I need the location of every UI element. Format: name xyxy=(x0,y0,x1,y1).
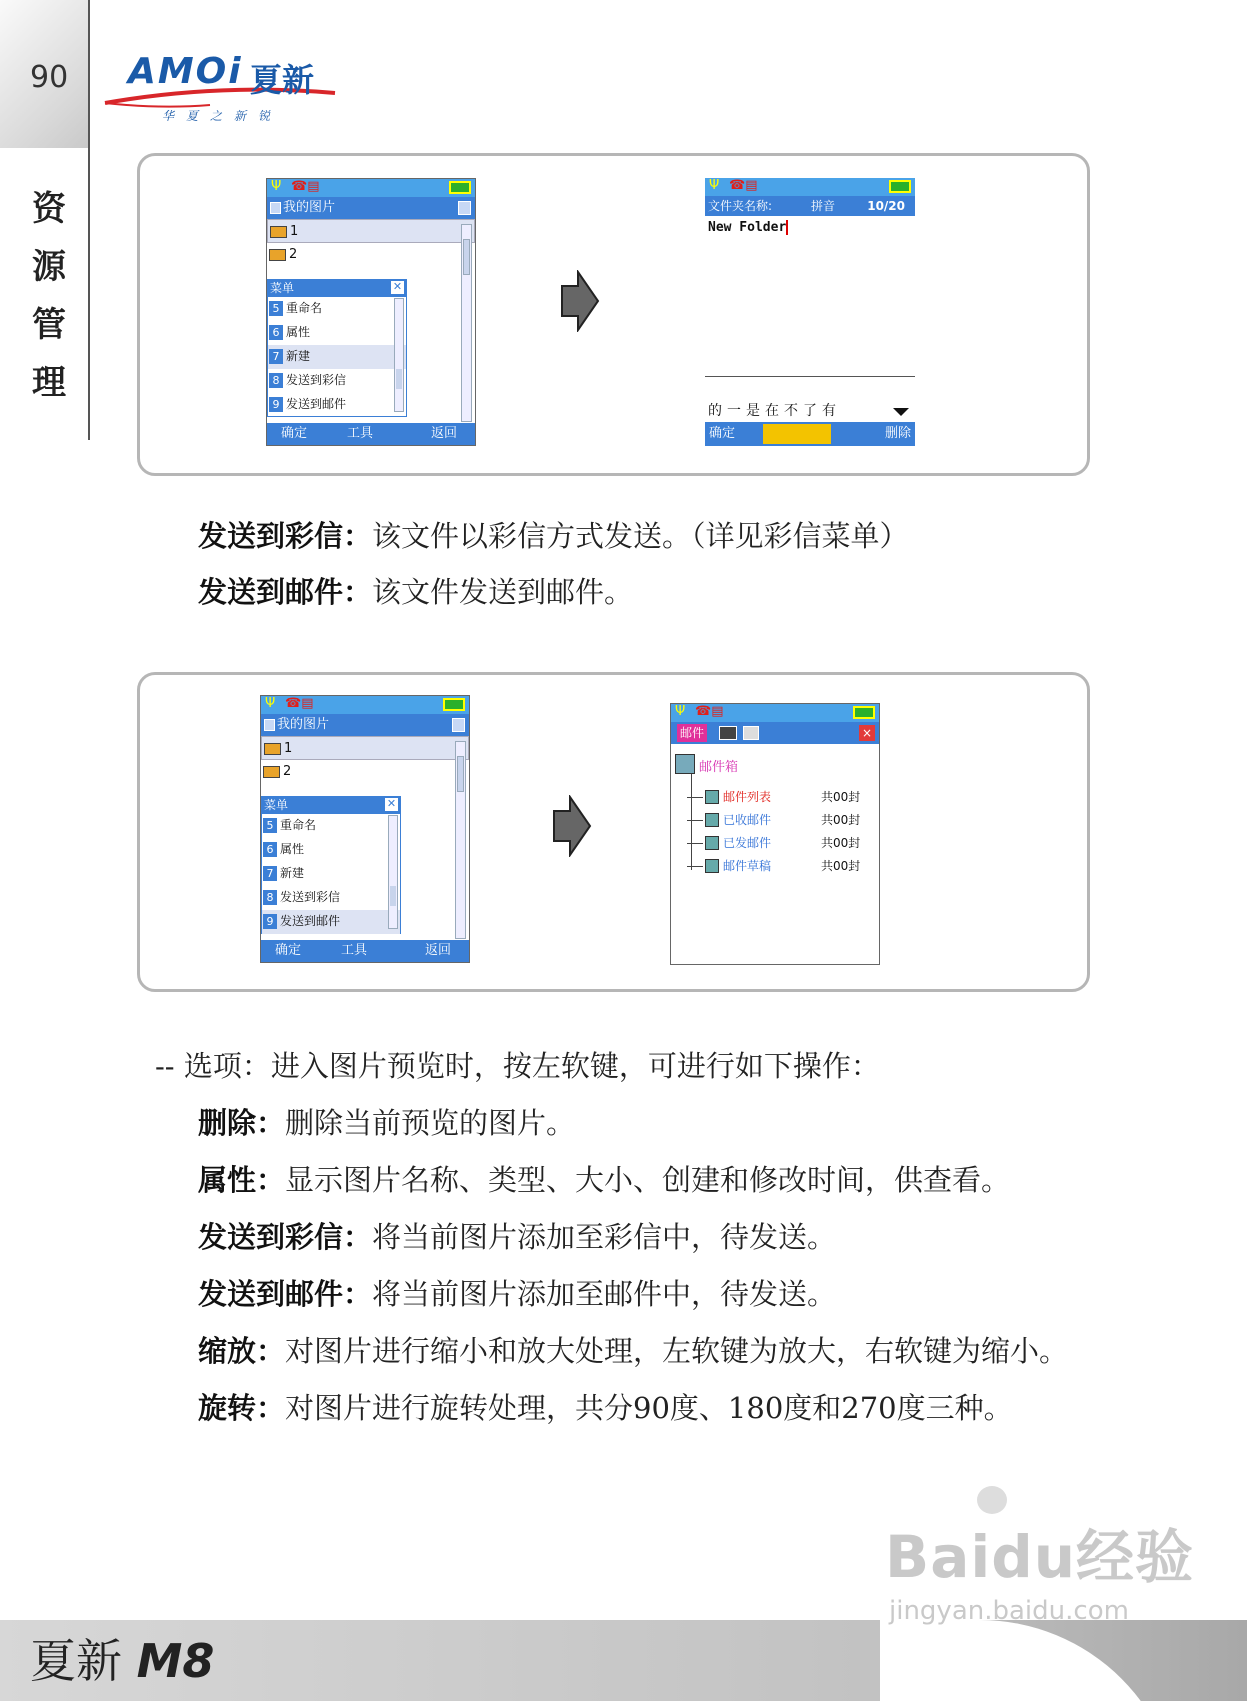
mail-folder-icon xyxy=(705,859,719,873)
mail-folder-label: 邮件列表 xyxy=(723,790,772,804)
signal-icon: Ψ xyxy=(271,179,282,194)
mail-folder-sent[interactable] xyxy=(705,834,875,854)
phone-screen-new-folder xyxy=(705,178,915,446)
menu-number: 6 xyxy=(263,842,277,857)
term: 属性 xyxy=(198,1163,257,1197)
folder-icon xyxy=(264,719,275,731)
logo-latin: AMOi xyxy=(128,51,243,92)
mail-count: 共00封 xyxy=(821,859,861,873)
menu-item-new[interactable] xyxy=(268,345,406,369)
footer-model: M8 xyxy=(136,1634,215,1688)
menu-item-rename[interactable] xyxy=(262,814,400,838)
watermark-main: Baidu经验 xyxy=(885,1523,1195,1591)
footer-brand: 夏新 xyxy=(30,1634,122,1688)
chapter-char: 管 xyxy=(32,305,66,345)
battery-icon xyxy=(853,706,875,719)
field-label: 文件夹名称: xyxy=(708,199,773,213)
jpg-file-icon xyxy=(263,766,280,778)
ime-candidates[interactable]: 的一是在不了有 xyxy=(708,403,841,419)
softkey-middle[interactable] xyxy=(763,424,831,444)
mail-folder-icon xyxy=(705,813,719,827)
menu-number: 5 xyxy=(263,818,277,833)
menu-label: 发送到彩信 xyxy=(280,890,341,904)
scrollbar[interactable] xyxy=(461,224,472,422)
battery-icon xyxy=(443,698,465,711)
menu-item-new[interactable] xyxy=(262,862,400,886)
description: 对图片进行旋转处理，共分90度、180度和270度三种。 xyxy=(285,1391,1013,1425)
softkey-bar xyxy=(267,423,475,445)
status-bar xyxy=(671,704,879,722)
list-item[interactable] xyxy=(261,736,469,760)
softkey-bar xyxy=(261,940,469,962)
separator: ： xyxy=(343,519,373,553)
term: 发送到邮件 xyxy=(198,1277,344,1311)
page-icon xyxy=(452,718,465,732)
menu-label: 发送到彩信 xyxy=(286,373,347,387)
softkey-bar xyxy=(705,422,915,446)
menu-number: 8 xyxy=(269,373,283,388)
menu-item-send-email[interactable] xyxy=(268,393,406,417)
mail-folder-icon xyxy=(705,790,719,804)
softkey-delete[interactable]: 删除 xyxy=(884,426,911,441)
list-item[interactable] xyxy=(267,243,475,267)
mail-folder-label: 邮件草稿 xyxy=(723,859,772,873)
signal-icon: Ψ xyxy=(675,704,686,719)
mail-count: 共00封 xyxy=(821,813,861,827)
mail-folder-label: 已收邮件 xyxy=(723,813,772,827)
watermark-url: jingyan.baidu.com xyxy=(889,1596,1129,1626)
softkey-tools[interactable]: 工具 xyxy=(341,943,368,958)
menu-label: 新建 xyxy=(280,866,305,880)
menu-header xyxy=(268,280,406,297)
separator: ： xyxy=(343,1277,373,1311)
amoi-logo xyxy=(100,45,350,125)
screen-title xyxy=(261,714,469,736)
paragraph xyxy=(198,1105,575,1141)
term: 发送到彩信 xyxy=(198,519,344,553)
paragraph xyxy=(198,1390,1013,1426)
logo-slogan: 华夏之新锐 xyxy=(162,109,283,123)
description: 显示图片名称、类型、大小、创建和修改时间，供查看。 xyxy=(285,1163,1011,1197)
chevron-down-icon[interactable] xyxy=(893,408,909,416)
side-divider xyxy=(88,0,90,440)
page-icon xyxy=(458,201,471,215)
menu-label: 属性 xyxy=(280,842,305,856)
menu-item-properties[interactable] xyxy=(262,838,400,862)
paw-icon xyxy=(977,1486,1007,1514)
mail-tab-bar xyxy=(671,722,879,744)
menu-label: 重命名 xyxy=(286,301,323,315)
phone-icon: ☎▤ xyxy=(285,696,314,711)
mailbox-icon xyxy=(675,754,695,774)
softkey-ok[interactable]: 确定 xyxy=(281,426,308,441)
term: 缩放 xyxy=(198,1334,257,1368)
jpg-file-icon xyxy=(270,226,287,238)
options-menu xyxy=(261,796,401,934)
figure-panel-1 xyxy=(137,153,1090,476)
chapter-char: 源 xyxy=(32,247,66,287)
menu-header xyxy=(262,797,400,814)
input-value: New Folder xyxy=(708,220,787,235)
menu-item-properties[interactable] xyxy=(268,321,406,345)
mail-folder-list[interactable] xyxy=(705,788,875,808)
screen-title-text: 我的图片 xyxy=(283,200,336,215)
phone-icon: ☎▤ xyxy=(291,179,320,194)
description: 将当前图片添加至彩信中，待发送。 xyxy=(372,1220,837,1254)
paragraph xyxy=(198,574,633,610)
list-item[interactable] xyxy=(261,760,469,784)
separator: ： xyxy=(256,1334,286,1368)
description: 删除当前预览的图片。 xyxy=(285,1106,576,1140)
menu-item-send-mms[interactable] xyxy=(268,369,406,393)
battery-icon xyxy=(889,180,911,193)
menu-label: 发送到邮件 xyxy=(286,397,347,411)
mail-folder-label: 已发邮件 xyxy=(723,836,772,850)
page-number-box xyxy=(0,0,89,148)
menu-number: 9 xyxy=(269,397,283,412)
file-name: 1 xyxy=(290,224,299,239)
paragraph xyxy=(198,1333,1068,1369)
softkey-back[interactable]: 返回 xyxy=(430,426,457,441)
divider xyxy=(705,376,915,377)
menu-item-send-email[interactable] xyxy=(262,910,400,934)
menu-item-send-mms[interactable] xyxy=(262,886,400,910)
folder-icon xyxy=(270,202,281,214)
close-icon[interactable]: ✕ xyxy=(392,280,403,293)
mailbox-root[interactable] xyxy=(675,756,738,775)
arrow-right-icon xyxy=(560,270,600,332)
signal-icon: Ψ xyxy=(709,178,720,193)
separator: ： xyxy=(256,1163,286,1197)
battery-icon xyxy=(449,181,471,194)
status-bar xyxy=(267,179,475,197)
signal-icon: Ψ xyxy=(265,696,276,711)
paragraph xyxy=(198,1276,836,1312)
status-bar xyxy=(705,178,915,196)
mail-folder-inbox[interactable] xyxy=(705,811,875,831)
list-item[interactable] xyxy=(267,219,475,243)
input-header xyxy=(705,196,915,216)
phone-screen-my-pictures xyxy=(266,178,476,446)
figure-panel-2 xyxy=(137,672,1090,992)
menu-title: 菜单 xyxy=(270,281,295,295)
menu-label: 重命名 xyxy=(280,818,317,832)
tab-email[interactable]: 邮件 xyxy=(677,724,707,742)
menu-label: 发送到邮件 xyxy=(280,914,341,928)
menu-label: 属性 xyxy=(286,325,311,339)
options-menu xyxy=(267,279,407,417)
menu-scrollbar[interactable] xyxy=(394,298,404,412)
file-name: 2 xyxy=(283,764,292,779)
softkey-ok[interactable]: 确定 xyxy=(275,943,302,958)
paragraph xyxy=(198,1162,1010,1198)
description: 该文件以彩信方式发送。（详见彩信菜单） xyxy=(372,519,909,553)
tab-film-icon[interactable] xyxy=(719,726,737,740)
close-icon[interactable]: × xyxy=(859,725,875,741)
text-caret xyxy=(786,220,788,235)
mail-count: 共00封 xyxy=(821,836,861,850)
mailbox-label: 邮件箱 xyxy=(699,760,739,775)
separator: ： xyxy=(343,575,373,609)
footer-title xyxy=(30,1625,214,1691)
menu-number: 7 xyxy=(263,866,277,881)
screen-title-text: 我的图片 xyxy=(277,717,330,732)
menu-number: 7 xyxy=(269,349,283,364)
input-mode: 拼音 xyxy=(811,199,836,213)
scrollbar[interactable] xyxy=(455,741,466,939)
paragraph xyxy=(198,1219,836,1255)
separator: ： xyxy=(256,1106,286,1140)
options-intro: -- 选项：进入图片预览时，按左软键，可进行如下操作： xyxy=(155,1049,880,1083)
term: 发送到邮件 xyxy=(198,575,344,609)
arrow-right-icon xyxy=(552,795,592,857)
phone-screen-my-pictures xyxy=(260,695,470,963)
chapter-char: 资 xyxy=(32,189,66,229)
menu-number: 5 xyxy=(269,301,283,316)
menu-title: 菜单 xyxy=(264,798,289,812)
description: 对图片进行缩小和放大处理，左软键为放大，右软键为缩小。 xyxy=(285,1334,1069,1368)
mail-count: 共00封 xyxy=(821,790,861,804)
status-bar xyxy=(261,696,469,714)
folder-name-input[interactable] xyxy=(705,216,915,239)
separator: ： xyxy=(343,1220,373,1254)
menu-label: 新建 xyxy=(286,349,311,363)
term: 删除 xyxy=(198,1106,257,1140)
screen-title xyxy=(267,197,475,219)
file-name: 2 xyxy=(289,247,298,262)
mail-folder-drafts[interactable] xyxy=(705,857,875,877)
page-number: 90 xyxy=(30,60,69,95)
term: 旋转 xyxy=(198,1391,257,1425)
description: 将当前图片添加至邮件中，待发送。 xyxy=(372,1277,837,1311)
tree-connector xyxy=(691,774,692,870)
softkey-tools[interactable]: 工具 xyxy=(347,426,374,441)
file-name: 1 xyxy=(284,741,293,756)
phone-icon: ☎▤ xyxy=(695,704,724,719)
logo-chinese: 夏新 xyxy=(250,61,315,99)
description: 该文件发送到邮件。 xyxy=(372,575,634,609)
jpg-file-icon xyxy=(264,743,281,755)
chapter-label xyxy=(26,180,72,412)
softkey-ok[interactable]: 确定 xyxy=(709,426,736,441)
mail-folder-icon xyxy=(705,836,719,850)
term: 发送到彩信 xyxy=(198,1220,344,1254)
separator: ： xyxy=(256,1391,286,1425)
menu-scrollbar[interactable] xyxy=(388,815,398,929)
close-icon[interactable]: ✕ xyxy=(386,797,397,810)
paragraph xyxy=(198,518,909,554)
softkey-back[interactable]: 返回 xyxy=(424,943,451,958)
baidu-watermark xyxy=(885,1510,1194,1626)
tab-settings-icon[interactable] xyxy=(743,726,759,740)
jpg-file-icon xyxy=(269,249,286,261)
phone-screen-mailbox xyxy=(670,703,880,965)
phone-icon: ☎▤ xyxy=(729,178,758,193)
menu-number: 8 xyxy=(263,890,277,905)
menu-item-rename[interactable] xyxy=(268,297,406,321)
char-counter: 10/20 xyxy=(867,199,905,213)
menu-number: 6 xyxy=(269,325,283,340)
menu-number: 9 xyxy=(263,914,277,929)
chapter-char: 理 xyxy=(32,363,66,403)
